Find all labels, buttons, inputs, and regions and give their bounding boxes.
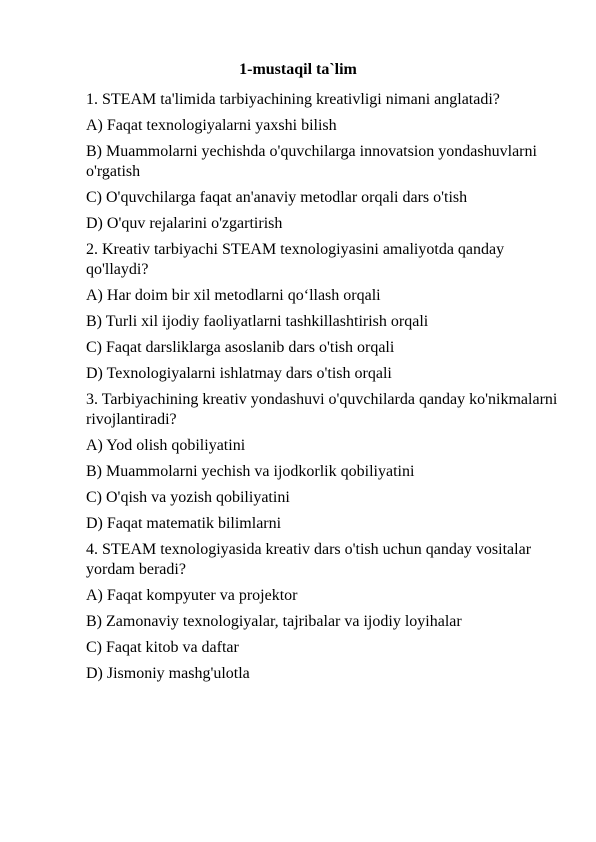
question-4: 4. STEAM texnologiyasida kreativ dars o'tish uchun qanday vositalar yordam beradi? (86, 541, 532, 578)
option-3c: C) O'qish va yozish qobiliyatini (86, 489, 290, 506)
option-3d: D) Faqat matematik bilimlarni (86, 515, 282, 532)
option-3a: A) Yod olish qobiliyatini (86, 437, 246, 454)
page-title: 1-mustaqil ta`lim (239, 61, 357, 78)
question-3: 3. Tarbiyachining kreativ yondashuvi o'quvchilarda qanday ko'nikmalarni rivojlantiradi? (86, 391, 558, 428)
option-4a: A) Faqat kompyuter va projektor (86, 587, 298, 604)
option-1a: A) Faqat texnologiyalarni yaxshi bilish (86, 117, 337, 134)
option-4d: D) Jismoniy mashg'ulotla (86, 665, 250, 682)
option-4b: B) Zamonaviy texnologiyalar, tajribalar va ijodiy loyihalar (86, 613, 462, 630)
option-1c: C) O'quvchilarga faqat an'anaviy metodlar orqali dars o'tish (86, 189, 468, 206)
option-1d: D) O'quv rejalarini o'zgartirish (86, 215, 283, 232)
option-3b: B) Muammolarni yechish va ijodkorlik qobiliyatini (86, 463, 415, 480)
option-2b: B) Turli xil ijodiy faoliyatlarni tashkillashtirish orqali (86, 313, 429, 330)
question-list (86, 90, 566, 690)
option-4c: C) Faqat kitob va daftar (86, 639, 239, 656)
option-2c: C) Faqat darsliklarga asoslanib dars o'tish orqali (86, 339, 395, 356)
option-2d: D) Texnologiyalarni ishlatmay dars o'tish orqali (86, 365, 392, 382)
option-1b: B) Muammolarni yechishda o'quvchilarga innovatsion yondashuvlarni o'rgatish (86, 143, 537, 180)
question-2: 2. Kreativ tarbiyachi STEAM texnologiyasini amaliyotda qanday qo'llaydi? (86, 241, 505, 278)
question-1: 1. STEAM ta'limida tarbiyachining kreativligi nimani anglatadi? (86, 91, 500, 108)
option-2a: A) Har doim bir xil metodlarni qo‘llash orqali (86, 287, 381, 304)
